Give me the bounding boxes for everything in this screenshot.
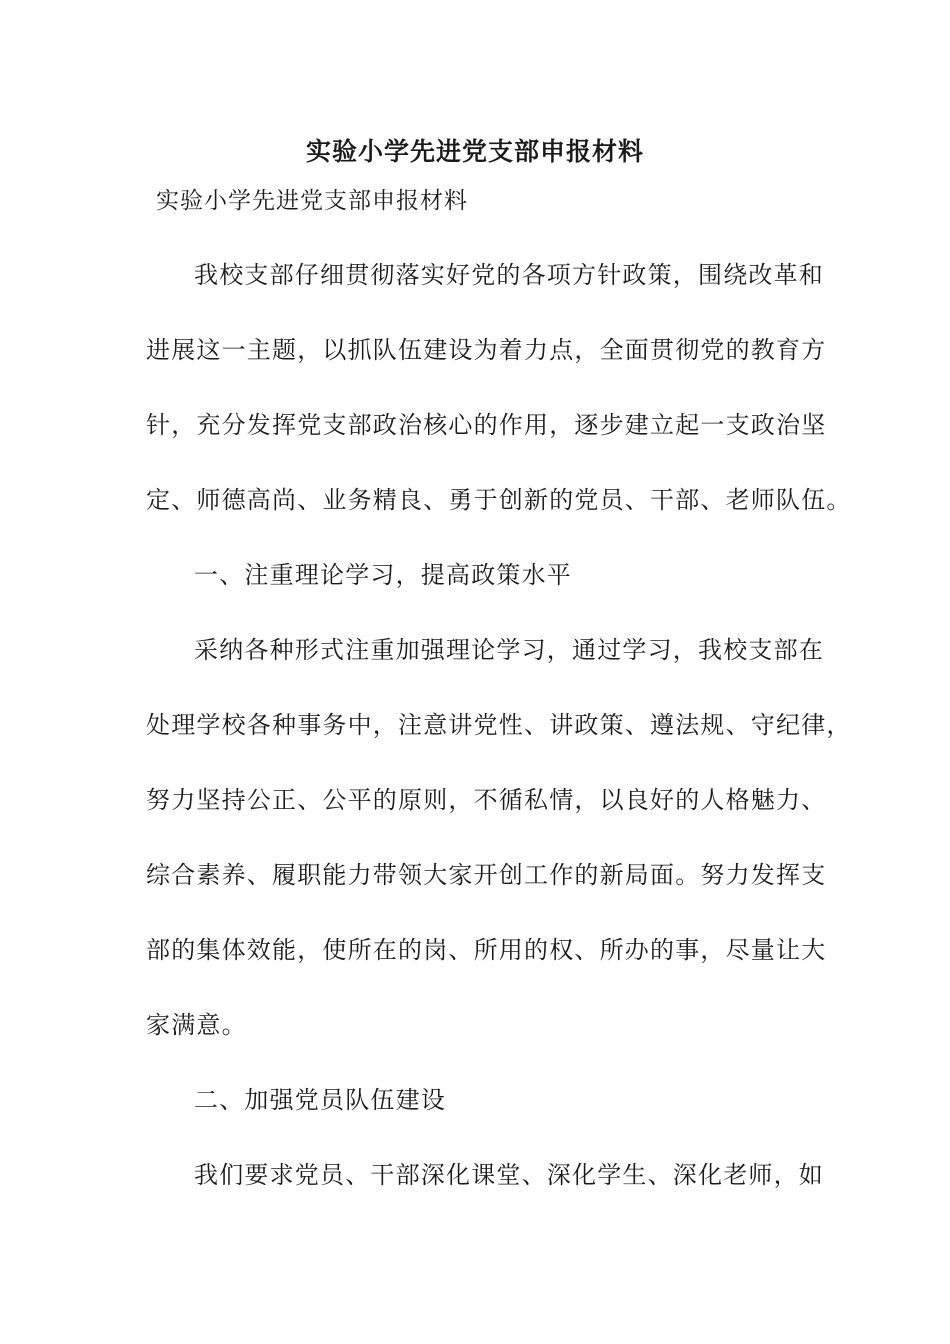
- paragraph-line: 综合素养、履职能力带领大家开创工作的新局面。努力发挥支: [146, 861, 827, 889]
- paragraph-line: 我校支部仔细贯彻落实好党的各项方针政策，围绕改革和: [194, 261, 824, 289]
- document-title: 实验小学先进党支部申报材料: [305, 137, 644, 166]
- paragraph-line: 针，充分发挥党支部政治核心的作用，逐步建立起一支政治坚: [146, 411, 827, 439]
- paragraph-line: 努力坚持公正、公平的原则，不循私情，以良好的人格魅力、: [146, 786, 827, 814]
- paragraph-line: 我们要求党员、干部深化课堂、深化学生、深化老师，如: [194, 1161, 824, 1189]
- paragraph-line: 定、师德高尚、业务精良、勇于创新的党员、干部、老师队伍。: [146, 486, 852, 514]
- document-subtitle: 实验小学先进党支部申报材料: [156, 188, 468, 214]
- section-heading: 二、加强党员队伍建设: [194, 1086, 446, 1114]
- section-heading: 一、注重理论学习，提高政策水平: [194, 561, 572, 589]
- paragraph-line: 部的集体效能，使所在的岗、所用的权、所办的事，尽量让大: [146, 936, 827, 964]
- document-body: [146, 238, 852, 1213]
- paragraph-line: 进展这一主题，以抓队伍建设为着力点，全面贯彻党的教育方: [146, 336, 827, 364]
- paragraph-line: 家满意。: [146, 1011, 247, 1039]
- paragraph-line: 采纳各种形式注重加强理论学习，通过学习，我校支部在: [194, 636, 824, 664]
- paragraph-line: 处理学校各种事务中，注意讲党性、讲政策、遵法规、守纪律，: [146, 711, 852, 739]
